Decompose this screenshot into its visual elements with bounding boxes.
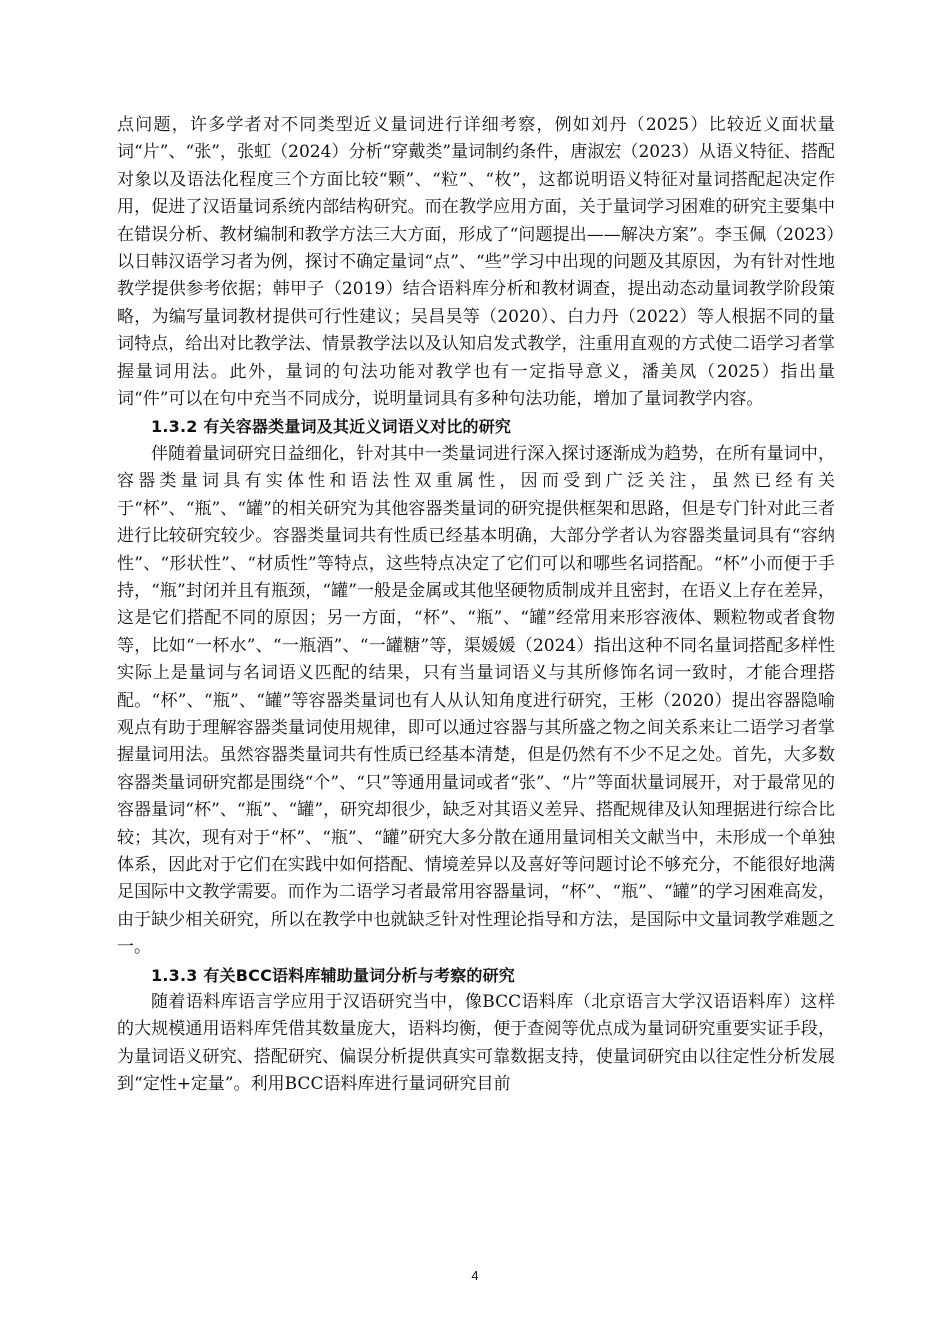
section-heading-1-3-2: 1.3.2 有关容器类量词及其近义词语义对比的研究 bbox=[151, 417, 512, 437]
section-heading-1-3-3: 1.3.3 有关BCC语料库辅助量词分析与考察的研究 bbox=[151, 965, 516, 985]
document-body bbox=[117, 112, 835, 1099]
paragraph-3: 随着语料库语言学应用于汉语研究当中，像BCC语料库（北京语言大学汉语语料库）这样的大规模通用语料库凭借其数量庞大，语料均衡，便于查阅等优点成为量词研究重要实证手段，为量词语义研究、搭配研究、偏误分析提供真实可靠数据支持，使量词研究由以往定性分析发展到“定性+定量”。利用BCC语料库进行量词研究目前 bbox=[117, 992, 835, 1095]
paragraph-1: 点问题，许多学者对不同类型近义量词进行详细考察，例如刘丹（2025）比较近义面状量词“片”、“张”，张虹（2024）分析“穿戴类”量词制约条件，唐淑宏（2023）从语义特征、搭配对象以及语法化程度三个方面比较“颗”、“粒”、“枚”，这都说明语义特征对量词搭配起决定作用，促进了汉语量词系统内部结构研究。而在教学应用方面，关于量词学习困难的研究主要集中在错误分析、教材编制和教学方法三大方面，形成了“问题提出——解决方案”。李玉佩（2023）以日韩汉语学习者为例，探讨不确定量词“点”、“些”学习中出现的问题及其原因，为有针对性地教学提供参考依据；韩甲子（2019）结合语料库分析和教材调查，提出动态动量词教学阶段策略，为编写量词教材提供可行性建议；吴昌昊等（2020）、白力丹（2022）等人根据不同的量词特点，给出对比教学法、情景教学法以及认知启发式教学，注重用直观的方式使二语学习者掌握量词用法。此外，量词的句法功能对教学也有一定指导意义，潘美凤（2025）指出量词“件”可以在句中充当不同成分，说明量词具有多种句法功能，增加了量词教学内容。 bbox=[117, 115, 835, 410]
paragraph-2: 伴随着量词研究日益细化，针对其中一类量词进行深入探讨逐渐成为趋势，在所有量词中，容器类量词具有实体性和语法性双重属性，因而受到广泛关注，虽然已经有关于“杯”、“瓶”、“罐”的相关研究为其他容器类量词的研究提供框架和思路，但是专门针对此三者进行比较研究较少。容器类量词共有性质已经基本明确，大部分学者认为容器类量词具有“容纳性”、“形状性”、“材质性”等特点，这些特点决定了它们可以和哪些名词搭配。“杯”小而便于手持，“瓶”封闭并且有瓶颈，“罐”一般是金属或其他坚硬物质制成并且密封，在语义上存在差异，这是它们搭配不同的原因；另一方面，“杯”、“瓶”、“罐”经常用来形容液体、颗粒物或者食物等，比如“一杯水”、“一瓶酒”、“一罐糖”等，渠媛媛（2024）指出这种不同名量词搭配多样性实际上是量词与名词语义匹配的结果，只有当量词语义与其所修饰名词一致时，才能合理搭配。“杯”、“瓶”、“罐”等容器类量词也有人从认知角度进行研究，王彬（2020）提出容器隐喻观点有助于理解容器类量词使用规律，即可以通过容器与其所盛之物之间关系来让二语学习者掌握量词用法。虽然容器类量词共有性质已经基本清楚，但是仍然有不少不足之处。首先，大多数容器类量词研究都是围绕“个”、“只”等通用量词或者“张”、“片”等面状量词展开，对于最常见的容器量词“杯”、“瓶”、“罐”，研究却很少，缺乏对其语义差异、搭配规律及认知理据进行综合比较；其次，现有对于“杯”、“瓶”、“罐”研究大多分散在通用量词相关文献当中，未形成一个单独体系，因此对于它们在实践中如何搭配、情境差异以及喜好等问题讨论不够充分，不能很好地满足国际中文教学需要。而作为二语学习者最常用容器量词，“杯”、“瓶”、“罐”的学习困难高发，由于缺少相关研究，所以在教学中也就缺乏针对性理论指导和方法，是国际中文量词教学难题之一。 bbox=[117, 443, 835, 958]
page-number: 4 bbox=[471, 1268, 479, 1283]
